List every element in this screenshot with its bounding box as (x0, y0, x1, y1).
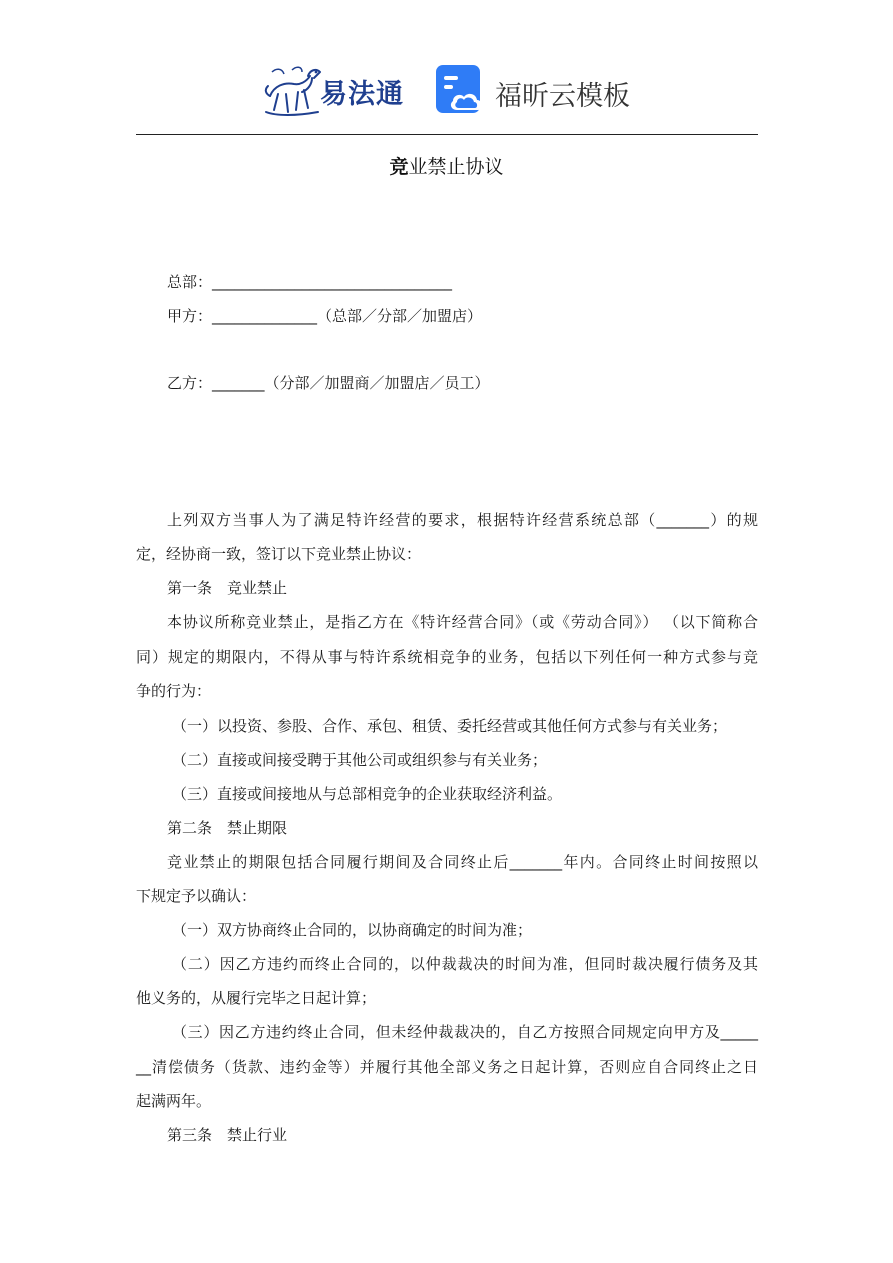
title-rest: 业禁止协议 (408, 156, 504, 178)
page-header (0, 58, 893, 122)
article-1-item-2: （二）直接或间接受聘于其他公司或组织参与有关业务； (172, 751, 548, 769)
party-b-line: 乙方：_______（分部／加盟商／加盟店／员工） (167, 374, 490, 392)
fuxin-logo (435, 64, 645, 120)
yifatong-logo-text: 易法通 (320, 79, 404, 110)
hq-line: 总部：________________________________ (167, 273, 453, 291)
cloud-document-icon (435, 64, 487, 116)
fuxin-logo-text: 福昕云模板 (495, 81, 630, 112)
header-divider (136, 134, 758, 135)
article-1-item-1: （一）以投资、参股、合作、承包、租赁、委托经营或其他任何方式参与有关业务； (172, 717, 728, 735)
intro-line-2: 定，经协商一致，签订以下竞业禁止协议： (136, 545, 422, 563)
article-1-item-3: （三）直接或间接地从与总部相竞争的企业获取经济利益。 (172, 785, 563, 803)
qilin-icon (262, 62, 324, 118)
article-1-para-2: 同）规定的期限内，不得从事与特许系统相竞争的业务，包括以下列任何一种方式参与竞 (136, 648, 758, 666)
article-2-item-1: （一）双方协商终止合同的，以协商确定的时间为准； (172, 921, 533, 939)
article-2-item-3c: 起满两年。 (136, 1092, 212, 1110)
article-1-title: 第一条 竞业禁止 (167, 579, 288, 597)
article-2-item-3b: __清偿债务（货款、违约金等）并履行其他全部义务之日起计算，否则应自合同终止之日 (136, 1058, 758, 1076)
article-2-para-2: 下规定予以确认： (136, 887, 257, 905)
title-first-char: 竞 (389, 156, 409, 178)
article-2-title: 第二条 禁止期限 (167, 819, 288, 837)
yifatong-logo (262, 62, 412, 118)
article-2-item-2a: （二）因乙方违约而终止合同的，以仲裁裁决的时间为准，但同时裁决履行债务及其 (172, 955, 758, 973)
article-2-item-3a: （三）因乙方违约终止合同，但未经仲裁裁决的，自乙方按照合同规定向甲方及_____ (172, 1023, 758, 1041)
intro-line-1: 上列双方当事人为了满足特许经营的要求，根据特许经营系统总部（_______）的规 (167, 511, 758, 529)
document-title (0, 152, 893, 179)
article-1-para-1: 本协议所称竞业禁止，是指乙方在《特许经营合同》（或《劳动合同》） （以下简称合 (167, 613, 758, 631)
article-2-para-1: 竞业禁止的期限包括合同履行期间及合同终止后_______年内。合同终止时间按照以 (167, 853, 758, 871)
article-2-item-2b: 他义务的，从履行完毕之日起计算； (136, 989, 377, 1007)
article-3-title: 第三条 禁止行业 (167, 1126, 288, 1144)
article-1-para-3: 争的行为： (136, 682, 212, 700)
party-a-line: 甲方：______________（总部／分部／加盟店） (167, 307, 483, 325)
